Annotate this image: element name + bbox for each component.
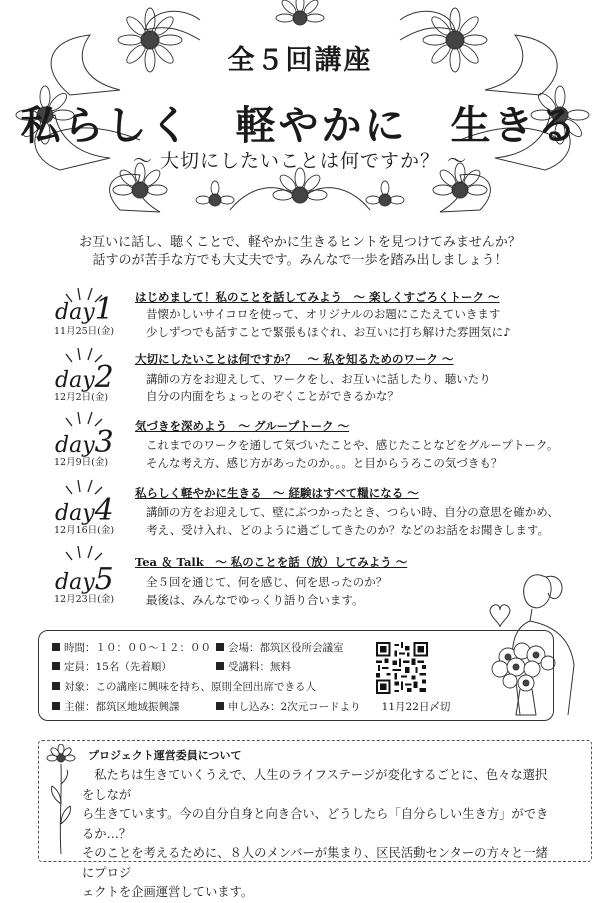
square-bullet-icon <box>52 662 60 670</box>
day-1-label: day1 <box>55 292 114 327</box>
subtitle: ～ 大切にしたいことは何ですか？ ～ <box>132 150 468 172</box>
square-bullet-icon <box>52 702 60 710</box>
committee-text <box>82 766 557 903</box>
day-2-date: 12月2日(金) <box>54 392 109 403</box>
day-3-title: 気づきを深めよう ～ グループトーク ～ <box>135 419 350 433</box>
flower-sprig-icon <box>44 744 78 856</box>
day-3-label: day3 <box>55 425 114 460</box>
day-2-title: 大切にしたいことは何ですか？ ～ 私を知るためのワーク ～ <box>135 352 454 366</box>
square-bullet-icon <box>216 702 224 710</box>
committee-line-3: そのことを考えるために、８人のメンバーが集まり、区民活動センターの方々と一緒にプロジ <box>82 846 548 880</box>
day-2-line-1: 講師の方をお迎えして、ワークをし、お互いに話したり、聴いたり <box>146 372 491 386</box>
day-5-title: Tea ＆ Talk ～ 私のことを話（放）してみよう ～ <box>135 555 408 569</box>
info-target: 対象：この講座に興味を持ち、原則全回出席できる人 <box>52 679 316 694</box>
committee-line-1: 私たちは生きていくうえで、人生のライフステージが変化するごとに、色々な選択をしなが <box>82 768 548 802</box>
square-bullet-icon <box>52 643 60 651</box>
day-5-line-2: 最後は、みんなでゆっくり語り合います。 <box>146 593 364 607</box>
day-4-date: 12月16日(金) <box>54 525 115 536</box>
committee-line-4: ェクトを企画運営しています。 <box>82 885 254 899</box>
square-bullet-icon <box>216 643 224 651</box>
course-series-label: 全５回講座 <box>227 45 373 76</box>
day-3-date: 12月9日(金) <box>54 457 109 468</box>
info-time: 時間：１０：００～１２：００ <box>52 640 211 655</box>
info-capacity: 定員：15名（先着順） <box>52 659 172 674</box>
day-1-line-1: 昔懐かしいサイコロを使って、オリジナルのお題にこたえていきます <box>146 307 501 321</box>
day-4-title: 私らしく軽やかに生きる ～ 経験はすべて糧になる ～ <box>135 486 419 500</box>
intro-line-1: お互いに話し、聴くことで、軽やかに生きるヒントを見つけてみませんか？ <box>79 235 521 250</box>
day-2-label: day2 <box>55 360 114 395</box>
burst-lines-icon <box>64 540 104 562</box>
day-3-line-1: これまでのワークを通して気づいたことや、感じたことなどをグループトーク。 <box>146 438 559 452</box>
intro-line-2: 話すのが苦手な方でも大丈夫です。みんなで一歩を踏み出しましょう！ <box>92 253 508 268</box>
main-title: 私らしく 軽やかに 生きる <box>20 102 580 149</box>
qr-code[interactable] <box>376 642 428 694</box>
day-4-label: day4 <box>55 493 114 528</box>
intro-text <box>0 234 600 270</box>
day-2-line-2: 自分の内面をちょっとのぞくことができるかな？ <box>146 389 399 403</box>
day-3-line-2: そんな考え方、感じ方があったのか。。。と目からうろこの気づきも？ <box>146 456 503 470</box>
day-5-line-1: 全５回を通じて、何を感じ、何を思ったのか？ <box>146 575 388 589</box>
square-bullet-icon <box>216 662 224 670</box>
day-1-title: はじめまして！私のことを話してみよう ～ 楽しくすごろくトーク ～ <box>135 290 500 304</box>
info-fee: 受講料：無料 <box>216 659 291 674</box>
day-1-line-2: 少しずつでも話すことで緊張もほぐれ、お互いに打ち解けた雰囲気に♪ <box>146 325 511 339</box>
day-1-date: 11月25日(金) <box>54 326 115 337</box>
committee-line-2: ら生きています。今の自分自身と向き合い、どうしたら「自分らしい生き方」ができるか…？ <box>82 807 549 841</box>
day-4-line-1: 講師の方をお迎えして、壁にぶつかったとき、つらい時、自分の意思を確かめ、 <box>146 505 559 519</box>
committee-heading: プロジェクト運営委員について <box>88 749 242 762</box>
day-5-label: day5 <box>55 562 114 597</box>
square-bullet-icon <box>52 682 60 690</box>
day-5-date: 12月23日(金) <box>54 594 115 605</box>
info-venue: 会場：都筑区役所会議室 <box>216 640 344 655</box>
day-4-line-2: 考え、受け入れ、どのように過ごしてきたのか？などのお話をお聞きします。 <box>146 523 549 537</box>
info-apply: 申し込み：2次元コードより 11月22日〆切 <box>216 699 450 714</box>
info-organizer: 主催：都筑区地域振興課 <box>52 699 180 714</box>
